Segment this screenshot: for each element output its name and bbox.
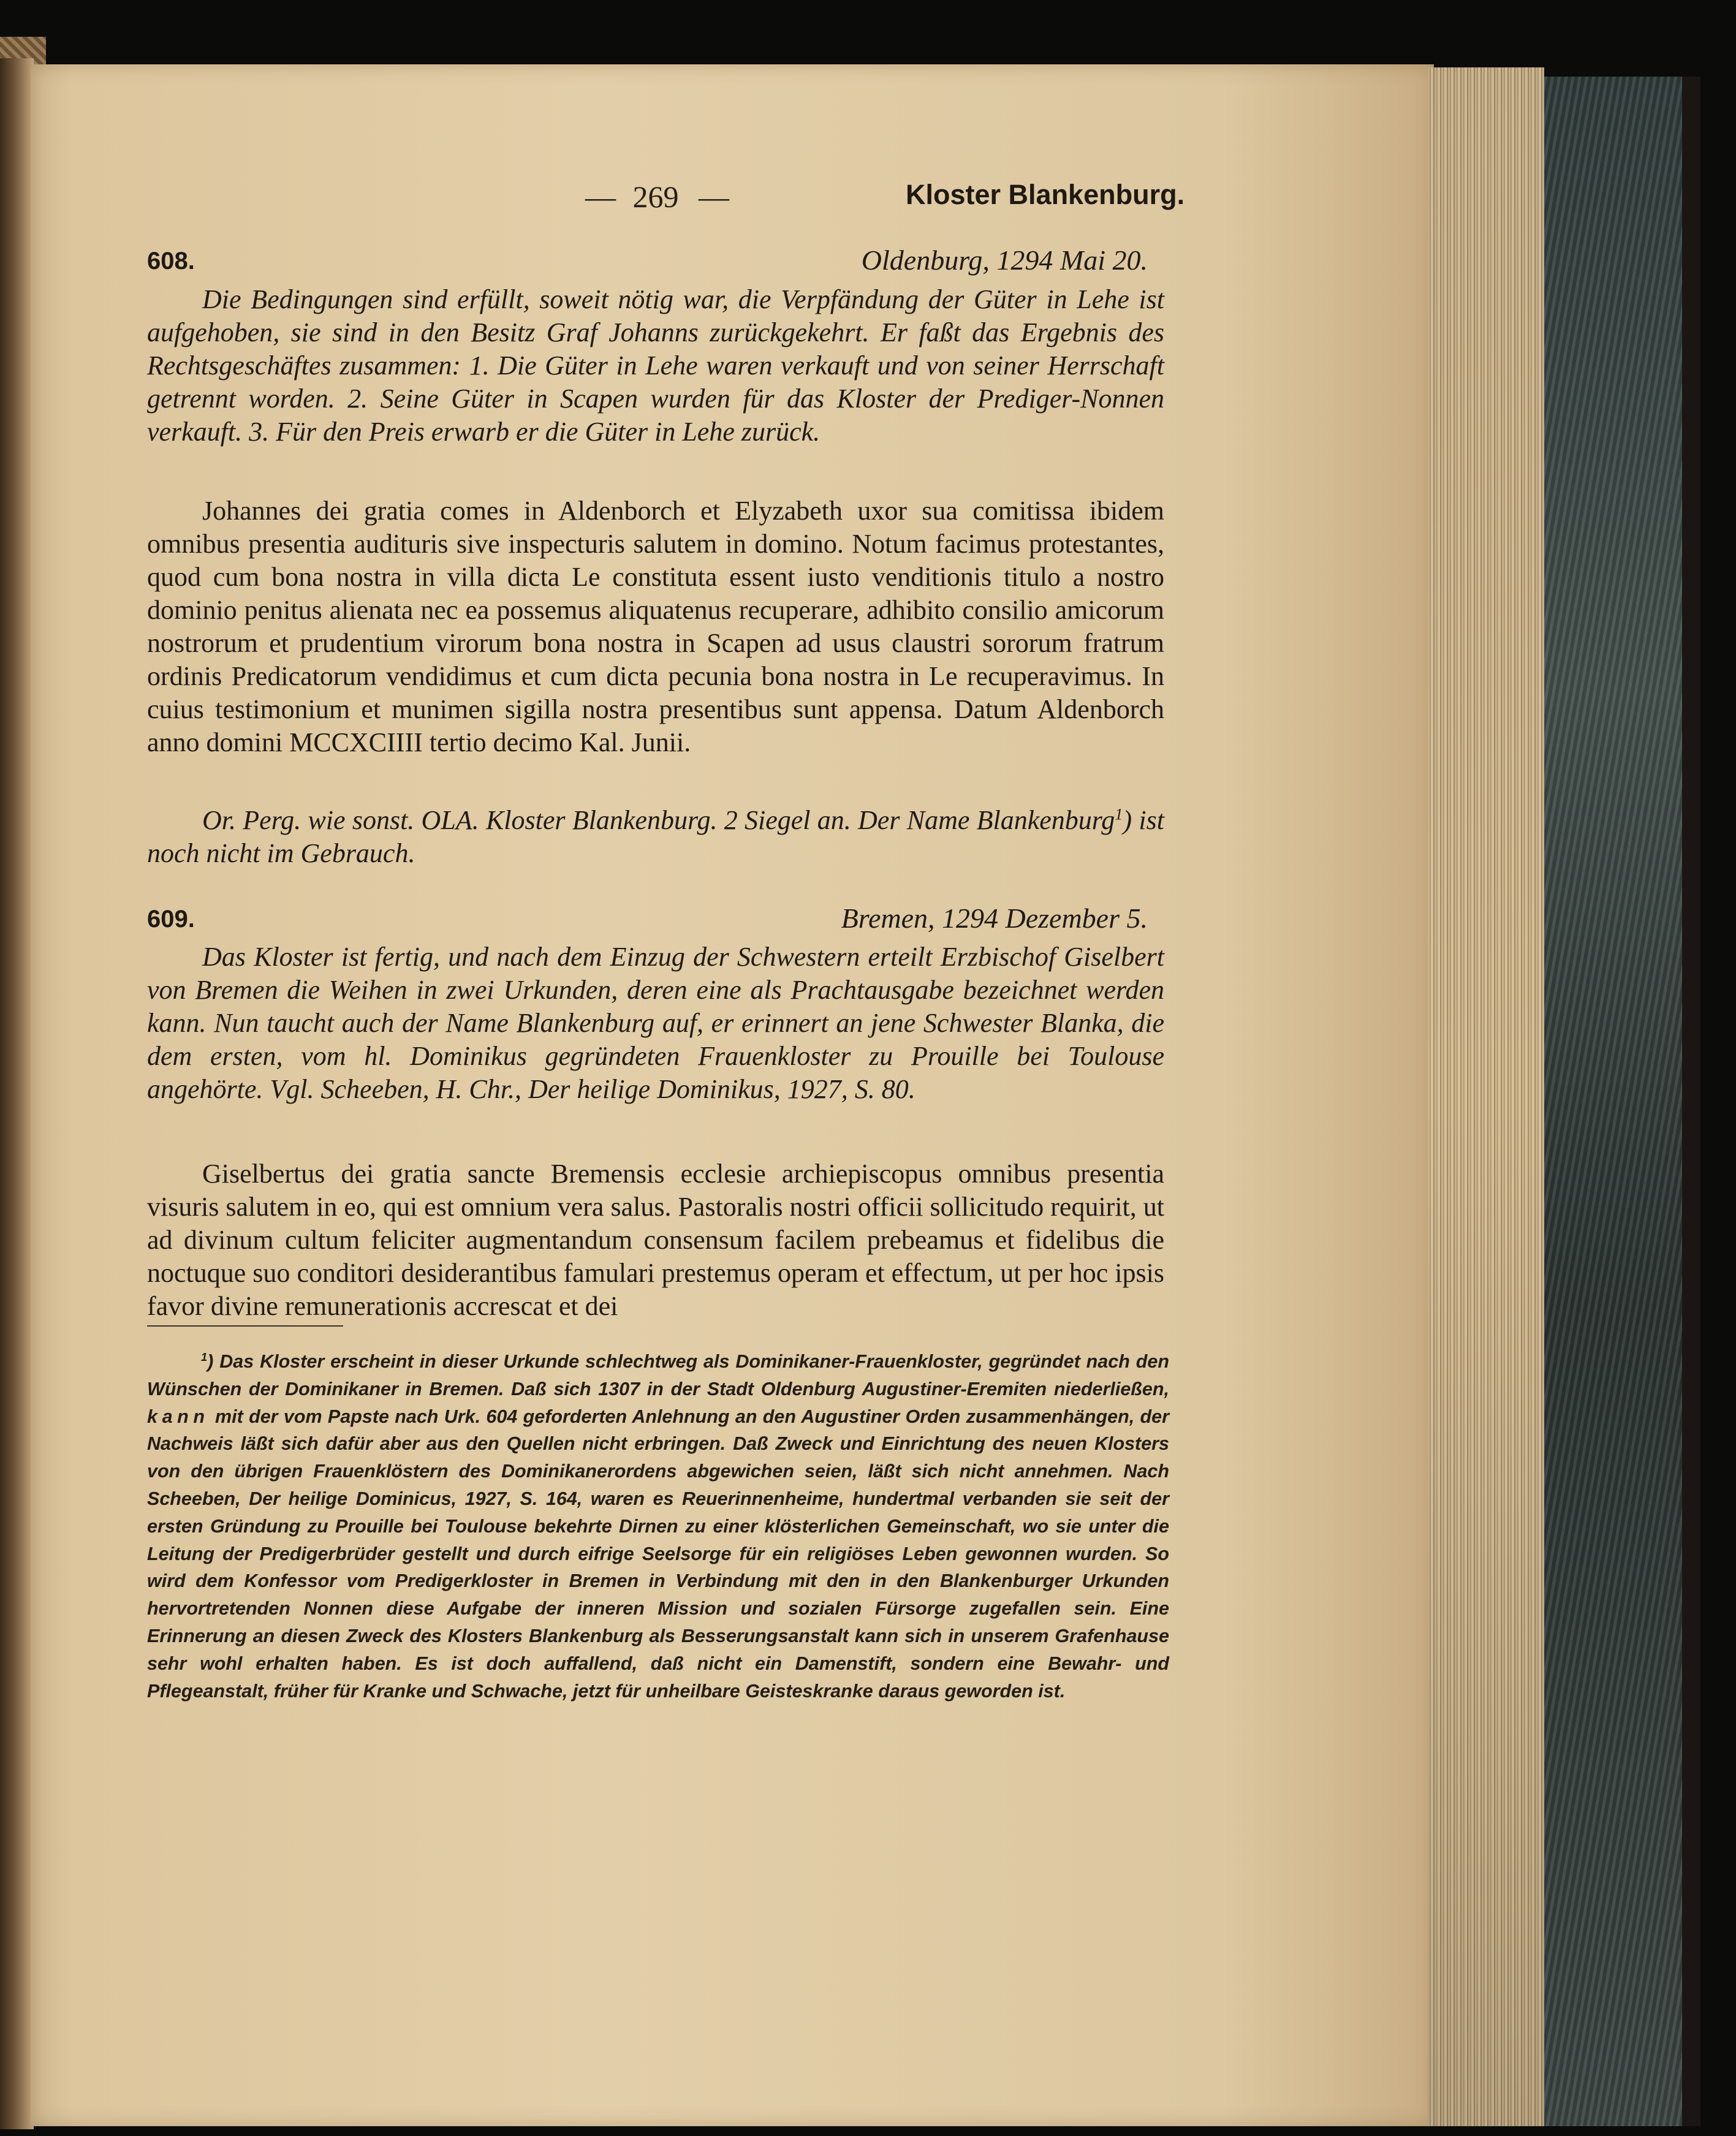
entry-609-summary: Das Kloster ist fertig, und nach dem Einzug der Schwestern erteilt Erzbischof Giselbert von Bremen die Weihen in zwei Urkunden, deren eine als Prachtausgabe bezeichnet werden kann. Nun taucht auch der Name Blankenburg auf, er erinnert an jene Schwester Blanka, die dem ersten, vom hl. Dominikus gegründeten Frauenkloster zu Prouille bei Toulouse angehörte. Vgl. Scheeben, H. Chr., Der heilige Dominikus, 1927, S. 80.	[147, 942, 1164, 1104]
page-number: 269	[632, 180, 679, 214]
entry-608-source	[147, 804, 1164, 870]
entry-608-number: 608.	[147, 248, 195, 275]
footnote-1	[147, 1348, 1169, 1705]
entry-608-text: Johannes dei gratia comes in Aldenborch et Elyzabeth uxor sua comitissa ibidem omnibus presentia audituris sive inspecturis salutem in domino. Notum facimus protestantes, quod cum bona nostra in villa dicta Le constituta essent iusto venditionis titulo a nostro dominio penitus alienata nec ea possemus aliquatenus recuperare, adhibito consilio amicorum nostrorum et prudentium virorum bona nostra in Scapen ad usus claustri sororum fratrum ordinis Predicatorum vendidimus et cum dicta pecunia bona nostra in Le recuperavimus. In cuius testimonium et munimen sigilla nostra presentibus sunt appensa. Datum Aldenborch anno domini MCCXCIIII tertio decimo Kal. Junii.	[147, 496, 1164, 757]
entry-608-summary: Die Bedingungen sind erfüllt, soweit nötig war, die Verpfändung der Güter in Lehe ist aufgehoben, sie sind in den Besitz Graf Johanns zurückgekehrt. Er faßt das Ergebnis des Rechtsgeschäftes zusammen: 1. Die Güter in Lehe waren verkauft und von seiner Herrschaft getrennt worden. 2. Seine Güter in Scapen wurden für das Kloster der Prediger-Nonnen verkauft. 3. Für den Preis erwarb er die Güter in Lehe zurück.	[147, 284, 1164, 447]
footnote-text-after: mit der vom Papste nach Urk. 604 geforderten Anlehnung an den Augustiner Orden zusammenhängen, der Nachweis läßt sich dafür aber aus den Quellen nicht erbringen. Daß Zweck und Einrichtung des neuen Klosters von den übrigen Frauenklöstern des Dominikanerordens abgewichen seien, läßt sich nicht annehmen. Nach Scheeben, Der heilige Dominicus, 1927, S. 164, waren es Reuerinnenheime, hundertmal verbanden sie seit der ersten Gründung zu Prouille bei Toulouse bekehrte Dirnen zu einer klösterlichen Gemeinschaft, wo sie unter die Leitung der Predigerbrüder gestellt und durch eifrige Seelsorge für ein religiöses Leben gewonnen wurden. So wird dem Konfessor vom Predigerkloster in Bremen in Verbindung mit den in den Blankenburger Urkunden hervortretenden Nonnen diese Aufgabe der inneren Mission und sozialen Fürsorge zugefallen sein. Eine Erinnerung an diesen Zweck des Klosters Blankenburg als Besserungsanstalt kann sich in unserem Grafenhause sehr wohl erhalten haben. Es ist doch auffallend, daß nicht ein Damenstift, sondern eine Bewahr- und Pflegeanstalt, früher für Kranke und Schwache, jetzt für unheilbare Geisteskranke daraus geworden ist.	[147, 1406, 1169, 1702]
entry-608-place-date: Oldenburg, 1294 Mai 20.	[861, 244, 1148, 276]
running-title: Kloster Blankenburg.	[906, 179, 1185, 210]
footnote-marker-ref: 1	[1115, 805, 1123, 824]
page-stack-shadow	[1428, 67, 1544, 2126]
marbled-cover-edge	[1544, 77, 1685, 2126]
book-left-edge	[0, 58, 34, 2129]
entry-609-place-date: Bremen, 1294 Dezember 5.	[841, 903, 1148, 934]
header-dash-left: —	[585, 180, 616, 214]
footnote-text-before: ) Das Kloster erscheint in dieser Urkunde schlechtweg als Dominikaner-Frauenkloster, gegründet nach den Wünschen der Dominikaner in Bremen. Daß sich 1307 in der Stadt Oldenburg Augustiner-Eremiten niederließen,	[147, 1351, 1169, 1399]
cover-edge	[1682, 77, 1700, 2126]
header-dash-right: —	[699, 180, 729, 214]
entry-608-source-before: Or. Perg. wie sonst. OLA. Kloster Blankenburg. 2 Siegel an. Der Name Blankenburg	[202, 805, 1115, 835]
footnote-rule	[147, 1325, 343, 1327]
footnote-spaced-word: kann	[147, 1406, 210, 1427]
entry-609-text: Giselbertus dei gratia sancte Bremensis ecclesie archiepiscopus omnibus presentia visuris salutem in eo, qui est omnium vera salus. Pastoralis nostri officii sollicitudo requirit, ut ad divinum cultum feliciter augmentandum consensum facilem prebeamus et fidelibus die noctuque suo conditori desiderantibus famulari prestemus operam et effectum, ut per hoc ipsis favor divine remunerationis accrescat et dei	[147, 1159, 1164, 1321]
entry-609-number: 609.	[147, 906, 195, 933]
entry-608-source-after: ) ist noch nicht im Gebrauch.	[147, 805, 1164, 868]
footnote-marker: 1	[201, 1350, 208, 1363]
